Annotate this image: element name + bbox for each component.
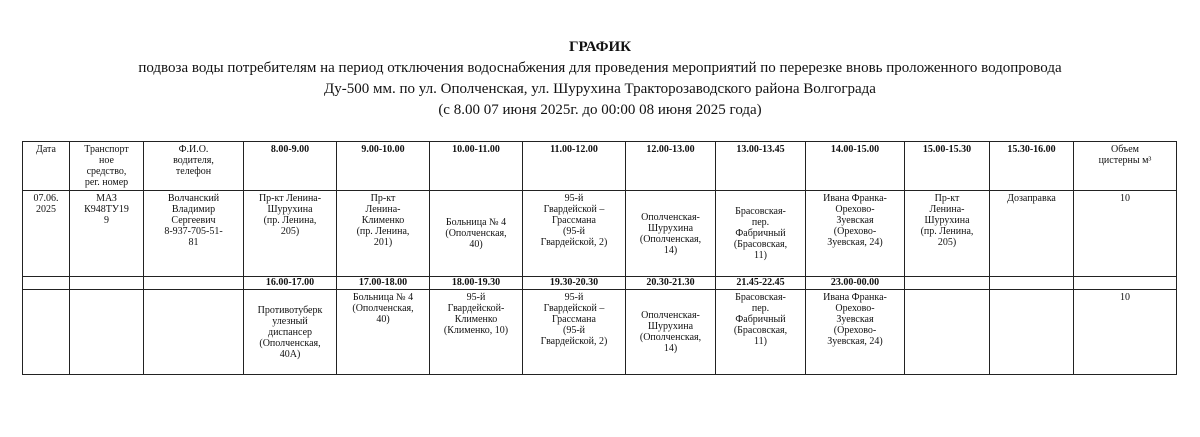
header-driver: Ф.И.О. водителя, телефон <box>144 142 244 191</box>
empty-cell <box>70 290 144 375</box>
cell-stop <box>990 290 1074 375</box>
header-date: Дата <box>23 142 70 191</box>
cell-stop <box>905 290 990 375</box>
header-time-slot <box>990 277 1074 290</box>
schedule-table <box>22 141 1177 375</box>
document-subtitle-line-3: (с 8.00 07 июня 2025г. до 00:00 08 июня 2025 года) <box>438 102 762 118</box>
empty-cell <box>1074 277 1177 290</box>
cell-stop: Больница № 4 (Ополченская, 40) <box>430 191 523 277</box>
cell-volume: 10 <box>1074 290 1177 375</box>
header-time-slot: 16.00-17.00 <box>244 277 337 290</box>
cell-volume: 10 <box>1074 191 1177 277</box>
empty-cell <box>144 290 244 375</box>
header-time-slot: 20.30-21.30 <box>626 277 716 290</box>
cell-stop: 95-й Гвардейской – Грассмана (95-й Гвардейской, 2) <box>523 191 626 277</box>
header-time-slot: 19.30-20.30 <box>523 277 626 290</box>
cell-stop: Больница № 4 (Ополченская, 40) <box>337 290 430 375</box>
cell-stop: Ополченская- Шурухина (Ополченская, 14) <box>626 290 716 375</box>
header-time-slot: 11.00-12.00 <box>523 142 626 191</box>
cell-stop: Противотуберк улезный диспансер (Ополченская, 40А) <box>244 290 337 375</box>
header-time-slot: 23.00-00.00 <box>806 277 905 290</box>
table-header-row <box>23 277 1177 290</box>
table-row <box>23 191 1177 277</box>
empty-cell <box>70 277 144 290</box>
empty-cell <box>144 277 244 290</box>
header-time-slot: 12.00-13.00 <box>626 142 716 191</box>
cell-stop: Брасовская- пер. Фабричный (Брасовская, 11) <box>716 191 806 277</box>
header-volume: Объем цистерны м³ <box>1074 142 1177 191</box>
cell-stop: Пр-кт Ленина- Шурухина (пр. Ленина, 205) <box>905 191 990 277</box>
table-header-row <box>23 142 1177 191</box>
cell-driver: Волчанский Владимир Сергеевич 8-937-705-51- 81 <box>144 191 244 277</box>
header-time-slot: 15.30-16.00 <box>990 142 1074 191</box>
table-row <box>23 290 1177 375</box>
document-heading <box>0 37 1200 121</box>
cell-stop: Ивана Франка- Орехово- Зуевская (Орехово- Зуевская, 24) <box>806 191 905 277</box>
cell-stop: Ополченская- Шурухина (Ополченская, 14) <box>626 191 716 277</box>
header-time-slot: 21.45-22.45 <box>716 277 806 290</box>
document-subtitle-line-2: Ду-500 мм. по ул. Ополченская, ул. Шурухина Тракторозаводского района Волгограда <box>324 81 876 97</box>
header-time-slot: 14.00-15.00 <box>806 142 905 191</box>
document-subtitle-line-1: подвоза воды потребителям на период отключения водоснабжения для проведения мероприятий по перерезке вновь проложенного водопровода <box>138 60 1062 76</box>
document-title: ГРАФИК <box>568 39 632 55</box>
header-time-slot: 17.00-18.00 <box>337 277 430 290</box>
header-time-slot: 9.00-10.00 <box>337 142 430 191</box>
header-time-slot <box>905 277 990 290</box>
empty-cell <box>23 290 70 375</box>
cell-stop: 95-й Гвардейской- Клименко (Клименко, 10) <box>430 290 523 375</box>
cell-stop: 95-й Гвардейской – Грассмана (95-й Гвардейской, 2) <box>523 290 626 375</box>
cell-date: 07.06. 2025 <box>23 191 70 277</box>
cell-transport: МАЗ К948ТУ19 9 <box>70 191 144 277</box>
header-time-slot: 8.00-9.00 <box>244 142 337 191</box>
header-transport: Транспорт ное средство, рег. номер <box>70 142 144 191</box>
header-time-slot: 18.00-19.30 <box>430 277 523 290</box>
cell-stop: Брасовская- пер. Фабричный (Брасовская, 11) <box>716 290 806 375</box>
header-time-slot: 15.00-15.30 <box>905 142 990 191</box>
cell-stop: Ивана Франка- Орехово- Зуевская (Орехово- Зуевская, 24) <box>806 290 905 375</box>
empty-cell <box>23 277 70 290</box>
cell-stop: Пр-кт Ленина- Клименко (пр. Ленина, 201) <box>337 191 430 277</box>
header-time-slot: 10.00-11.00 <box>430 142 523 191</box>
header-time-slot: 13.00-13.45 <box>716 142 806 191</box>
cell-stop: Дозаправка <box>990 191 1074 277</box>
cell-stop: Пр-кт Ленина- Шурухина (пр. Ленина, 205) <box>244 191 337 277</box>
